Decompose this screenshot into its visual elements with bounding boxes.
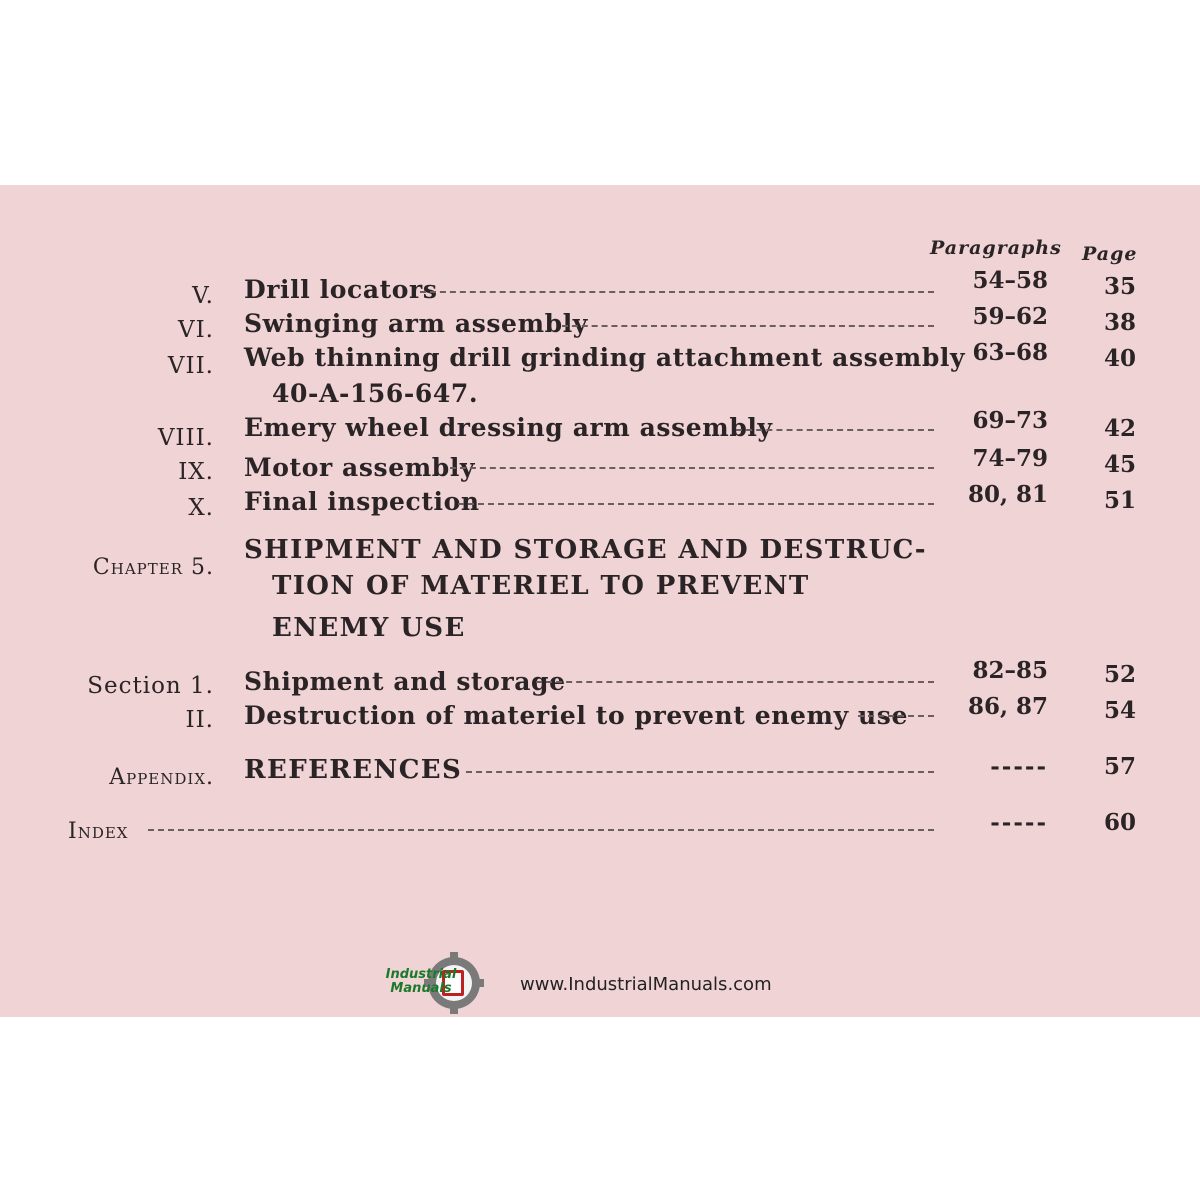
section-title: Swinging arm assembly <box>244 309 588 338</box>
dot-leader <box>148 829 934 831</box>
paragraphs-value: 59–62 <box>972 303 1048 330</box>
section-label: VIII. <box>157 425 214 451</box>
page-header: Page <box>1082 243 1138 265</box>
section-title: Final inspection <box>244 487 480 516</box>
dot-leader <box>736 429 934 431</box>
section-title: Drill locators <box>244 275 438 304</box>
dot-leader <box>420 291 934 293</box>
dot-leader <box>466 771 934 773</box>
dot-leader <box>536 681 934 683</box>
section-title: Shipment and storage <box>244 667 566 696</box>
paragraphs-value: 54–58 <box>972 267 1048 294</box>
logo-text-line1: Industrial <box>385 967 457 982</box>
industrial-manuals-logo <box>378 952 496 1014</box>
section-title: Destruction of materiel to prevent enemy use <box>244 701 908 730</box>
page-value: 52 <box>1103 661 1136 688</box>
dot-leader <box>562 325 934 327</box>
section-label: Section 1. <box>87 673 214 699</box>
dot-leader <box>450 467 934 469</box>
section-label: II. <box>185 707 214 733</box>
section-title-cont: 40-A-156-647. <box>272 379 479 408</box>
page-value: 38 <box>1103 309 1136 336</box>
section-title: Web thinning drill grinding attachment assembly <box>244 343 966 372</box>
document-page <box>0 185 1200 1017</box>
page-value: 51 <box>1103 487 1136 514</box>
paragraphs-value: 86, 87 <box>967 693 1048 720</box>
section-title: Emery wheel dressing arm assembly <box>244 413 773 442</box>
appendix-label: Appendix. <box>109 765 214 790</box>
section-label: IX. <box>178 459 214 485</box>
chapter-title-line2: TION OF MATERIEL TO PREVENT <box>272 571 810 601</box>
dot-leader <box>458 503 934 505</box>
chapter-title-line3: ENEMY USE <box>272 613 466 643</box>
website-url[interactable]: www.IndustrialManuals.com <box>520 974 772 995</box>
paragraphs-value: 63–68 <box>972 339 1048 366</box>
page-value: 54 <box>1103 697 1136 724</box>
paragraphs-value: 74–79 <box>972 445 1048 472</box>
section-label: X. <box>188 495 214 521</box>
section-title: Motor assembly <box>244 453 476 482</box>
page-value: 45 <box>1103 451 1136 478</box>
paragraphs-value: ----- <box>990 753 1048 780</box>
dot-leader <box>858 715 934 717</box>
logo-text-line2: Manuals <box>390 981 452 996</box>
paragraphs-value: 80, 81 <box>967 481 1048 508</box>
paragraphs-value: 69–73 <box>972 407 1048 434</box>
section-label: VI. <box>177 317 214 343</box>
page-value: 40 <box>1103 345 1136 372</box>
chapter-label: Chapter 5. <box>92 555 214 580</box>
section-label: VII. <box>167 353 214 379</box>
page-value: 57 <box>1103 753 1136 780</box>
page-value: 35 <box>1103 273 1136 300</box>
paragraphs-value: ----- <box>990 809 1048 836</box>
section-label: V. <box>192 283 214 309</box>
paragraphs-value: 82–85 <box>972 657 1048 684</box>
page-value: 42 <box>1103 415 1136 442</box>
chapter-title-line1: SHIPMENT AND STORAGE AND DESTRUC- <box>244 535 927 565</box>
index-label: Index <box>68 819 129 844</box>
appendix-title: REFERENCES <box>244 755 463 785</box>
paragraphs-header: Paragraphs <box>930 237 1062 259</box>
page-value: 60 <box>1103 809 1136 836</box>
